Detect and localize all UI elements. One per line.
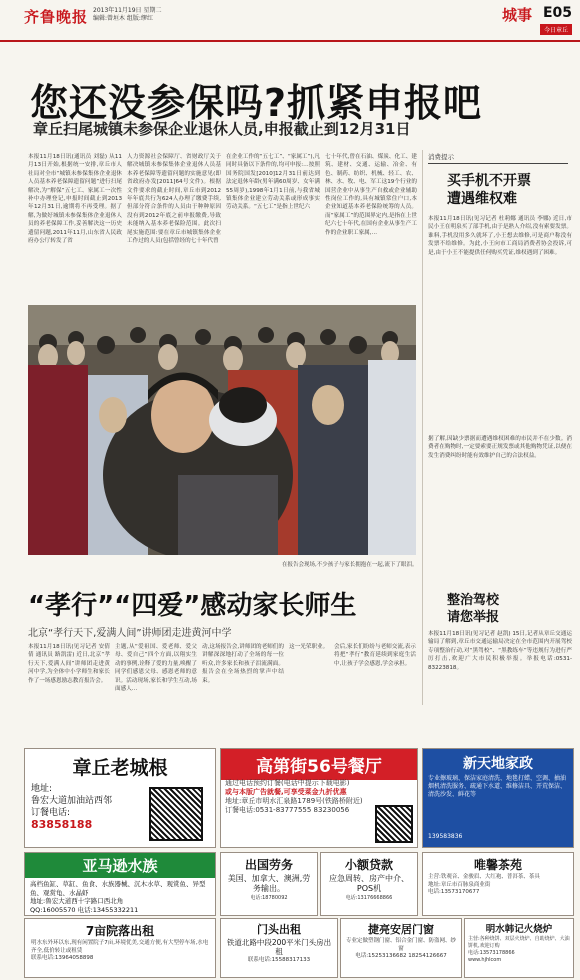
ad-jieliang-body: 专业定做塑钢门窗、铝合金门窗、防盗网、纱窗: [345, 938, 456, 952]
ad-yuanluo-title: 7亩院落出租: [85, 924, 155, 938]
ad-chuguo-body: 美国、加拿大、澳洲,劳务输出。: [227, 874, 311, 893]
sidebar-headline-1: [447, 172, 531, 208]
ad-xintiandi-body: 专业擦玻璃、保洁家庭清洗、地毯打蜡、空调、抽油烟机清洗服务、疏通下水道、维修洁具、开荒保洁、清洗沙发、鲜花等: [428, 775, 567, 798]
ad-gaodijie-line2: 或与本版广告就餐,可享受菜金九折优惠: [225, 788, 347, 796]
ad-jieliang-info: [341, 938, 461, 961]
ad-hanji-body: 主营:各种烧饼、双层火烧炉、自助烧炉、大油饼机,欢迎订购: [468, 936, 570, 949]
ad-yamaxun-body: 高档鱼缸、草缸、鱼食、水族器械、沉木水草、观赏鱼、异型鱼、观赏龟、水晶虾: [30, 880, 206, 897]
ad-laochenggen-tel-label: 订餐电话:: [31, 808, 71, 818]
ad-gaodijie: [220, 748, 418, 848]
ad-hanji: [464, 918, 574, 978]
story2-column-4: 这一光荣职业。: [289, 644, 329, 650]
ad-yuanluo: [24, 918, 216, 978]
ad-gaodijie-line1: 通过电话预约订餐(电话中提示下载电影): [225, 779, 350, 787]
ad-weixin-body: 主营:铁观音、金骏眉、大红袍、普洱茶、茶具: [428, 874, 540, 880]
ad-daikuan: [320, 852, 418, 916]
ad-hanji-title: 明水韩记火烧炉: [485, 924, 553, 935]
section-box: [502, 4, 572, 34]
ad-daikuan-tel: 电话:13176668866: [345, 895, 393, 901]
ad-weixin: [422, 852, 574, 916]
story2-column-3: 动,这场报告会,讲师团的老师们的讲解深深地打动了全场的每一位听众,许多家长和孩子泪流满面。报告会在全场热烈的掌声中结束。: [202, 644, 284, 684]
ad-hanji-tel: 电话:13573178866: [468, 950, 515, 956]
ad-chuguo-title: 出国劳务: [244, 858, 293, 872]
ad-weixin-title: 唯馨茶苑: [473, 858, 522, 872]
sidebar-headline-2: [447, 592, 499, 626]
ad-yuanluo-info: [25, 940, 215, 963]
ad-mentou-title: 门头出租: [257, 923, 301, 936]
lead-column-2: 人力资源社会保障厅、省财政厅关于解决城镇未参保集体企业退休人员基本养老保障等遗留问题的实施意见(即省政府办发[2011]64号文件)。根据文件要求的截止时间,章丘市到2012年年底共行为624人办理了缴费手续,但部分符合条件的人员由于种种原因没有到2012年底之前申报缴费,导致未能纳入基本养老保险范围。此次扫尾实施范围:要在章丘市城镇集体企业工作过的人员(包括曾经的七十年代曾: [127, 154, 221, 245]
masthead: [0, 0, 580, 42]
page-number: E05: [542, 5, 572, 21]
date-text: 2013年11月19日 星期二: [93, 7, 162, 14]
sidebar-headline-2-line2: 请您举报: [447, 610, 500, 625]
ad-laochenggen: [24, 748, 216, 848]
editor-text: 编辑:曾垣木 组版:缪红: [93, 15, 153, 22]
ad-jieliang: [340, 918, 462, 978]
story2-column-1: 本报11月18日讯(见习记者 安倩倩 通讯员 路凯雷) 近日,北京“孝行天下,爱满人间”讲师团走进黄河中学,为全体中小学师生和家长作了一场感恩励志教育报告会。: [28, 644, 110, 684]
ad-hanji-info: [465, 936, 573, 964]
ad-yamaxun-addr: 地址:鲁宏大道西十字路口西北角: [30, 897, 124, 905]
ad-weixin-addr: 地址:章丘市百脉泉商业街: [428, 881, 491, 888]
newspaper-logo: 齐鲁晚报: [24, 8, 89, 26]
ad-jieliang-title: 捷亮安居门窗: [368, 923, 434, 936]
sidebar-body-2: 本报11月18日讯(见习记者 赵凯) 15日,记者从章丘交通运输局了解到,章丘市交通运输局决定在全市范围内开展驾校专项整治行动,对“黑驾校”、“黑教练车”等违规行为进行严厉打击,欢迎广大市民积极举报。举报电话:0531-83223818。: [428, 631, 572, 671]
ad-weixin-info: [423, 874, 573, 897]
ad-yamaxun-title: 亚马逊水族: [25, 853, 215, 878]
story2-column-5: 会后,家长们纷纷与老师交流,表示将把“孝行”教育延续到家庭生活中,让孩子学会感恩,学会承担。: [334, 644, 416, 667]
sidebar-body-1: 本报11月18日讯(见习记者 杜莉娜 通讯员 李娜) 近日,市民小王在明泉买了部手机,由于是熟人介绍,没有索要发票。谁料,手机没用多久就坏了,小王想去维修,可是商户称没有发票不给维修。为此,小王向市工商局消费者协会投诉,可是,由于小王不能提供任何购买凭证,维权遇到了困难。: [428, 216, 572, 256]
ad-yamaxun: [24, 852, 216, 916]
ad-laochenggen-info: [31, 783, 141, 831]
news-photo: [28, 305, 416, 555]
dateline: [93, 7, 161, 23]
sidebar-headline-2-line1: 整治驾校: [447, 593, 500, 608]
ad-xintiandi-tel: 139583836: [428, 833, 463, 840]
story2-headline: “孝行”“四爱”感动家长师生: [28, 591, 357, 621]
lead-column-4: 七十年代,曾在石油、煤炭、化工、建筑、建材、交通、运输、冶金、有色、制药、纺织、机械、轻工、农、林、水、牧、电、军工这19个行业的国营企业中从事生产自救或企业辅助性岗位工作的,具有城镇常住户口,本企业知道基本养老保险统筹的人员。而“家属工”的范围界定内,是指在上世纪六七十年代,在国有企业从事生产工作的企业职工家属,…: [325, 154, 417, 236]
ad-yamaxun-tel: QQ:16005570 电话:13455332211: [30, 905, 139, 914]
lead-column-3: 在企业工作的“五七工”、“家属工”),凡同时具备以下条件的,均可申报:…按照国务院国发[2010]12月31日前达到法定退休年龄(男年满60周岁、女年满55周岁),1998年1月1日前,与我省城镇集体企业建立劳动关系或形成事实劳动关系。“五七工”是指上世纪六: [226, 154, 320, 211]
sidebar-body-1b: 据了解,因缺少票据而遭遇维权困难的市民并不在少数。消费者在购物时,一定要索要正规发票或其他购物凭证,以便在发生消费纠纷时能有效维护自己的合法权益。: [428, 436, 572, 459]
qr-code-icon: [149, 787, 203, 841]
ad-laochenggen-addr-label: 地址:: [31, 784, 53, 794]
ad-laochenggen-addr: 鲁宏大道加油站西邻: [31, 796, 113, 806]
subsection-label: 今日章丘: [540, 24, 572, 35]
photo-caption: 在报告会现场,不少孩子与家长拥抱在一起,流下了眼泪。: [282, 562, 418, 568]
story2-subheadline: 北京“孝行天下,爱满人间”讲师团走进黄河中学: [28, 628, 232, 639]
ad-gaodijie-title: 高第街56号餐厅: [221, 749, 417, 780]
ad-xintiandi-title: 新天地家政: [463, 756, 533, 772]
ad-gaodijie-addr: 地址:章丘市明水汇泉路1789号(铁路桥附近): [225, 797, 363, 805]
ad-chuguo: [220, 852, 318, 916]
ad-hanji-web: www.hjhlcom: [468, 957, 502, 963]
ad-xintiandi: [422, 748, 574, 848]
ad-daikuan-body: 应急周转、房产中介、POS机: [329, 874, 409, 893]
story2-column-2: 主题,从“爱祖国、爱老师、爱父母、爱自己”四个方面,以翔实生动的事例,诠释了爱的力量,唤醒了同学们感恩父母、感恩老师的意识。活动现场,家长和学生互动,场面感人…: [115, 644, 197, 693]
sidebar-headline-1-line1: 买手机不开票: [447, 173, 531, 189]
ad-mentou-tel: 联系电话:15588317133: [247, 957, 311, 963]
sidebar-tag: 消费提示: [428, 152, 568, 164]
ad-laochenggen-tel: 83858188: [31, 818, 93, 831]
lead-subheadline: 章丘扫尾城镇未参保企业退休人员,申报截止到12月31日: [33, 120, 411, 138]
photo-illustration: [28, 305, 416, 555]
sidebar-headline-1-line2: 遭遇维权难: [447, 191, 517, 207]
lead-headline: 您还没参保吗?抓紧申报吧: [30, 81, 483, 125]
ad-yuanluo-body: 明水东外环以东,现有闲置院子7亩,环境优美,交通方便,有大型停车场,水电齐全,低价转让或租赁: [31, 940, 209, 954]
ad-mentou-body: 铁道北路中段200平米门头房出租: [226, 938, 332, 956]
ad-gaodijie-tel: 订餐电话:0531-83777555 83230056: [225, 806, 350, 814]
ad-mentou: [220, 918, 338, 978]
ad-laochenggen-title: 章丘老城根: [72, 757, 168, 779]
ad-yuanluo-tel: 联系电话:13964058898: [31, 955, 94, 961]
ad-chuguo-tel: 电话:18780092: [250, 895, 288, 901]
qr-code-icon: [375, 805, 413, 843]
ad-jieliang-tel: 电话:15253136682 18254126667: [355, 953, 447, 959]
ad-weixin-tel: 电话:13573170677: [428, 889, 480, 895]
ad-daikuan-title: 小额贷款: [344, 858, 393, 872]
ad-yamaxun-info: [25, 878, 215, 916]
lead-column-1: 本报11月18日讯(通讯员 刘磊) 从11月13日开始,根据统一安排,章丘市人社局对全市“城镇未参保集体企业退休人员基本养老保障遗留问题”进行扫尾解决,为“解保”五七工、家属工一次性补中办理登记,申报时间截止到2013年12月31日,逾期将不再受理。据了解,为做好城镇未参保集体企业退休人员的养老保障工作,妥善解决这一历史遗留问题,2011年11月,山东省人民政府办公厅转发了省: [28, 154, 122, 245]
section-title: 城事: [502, 6, 533, 24]
